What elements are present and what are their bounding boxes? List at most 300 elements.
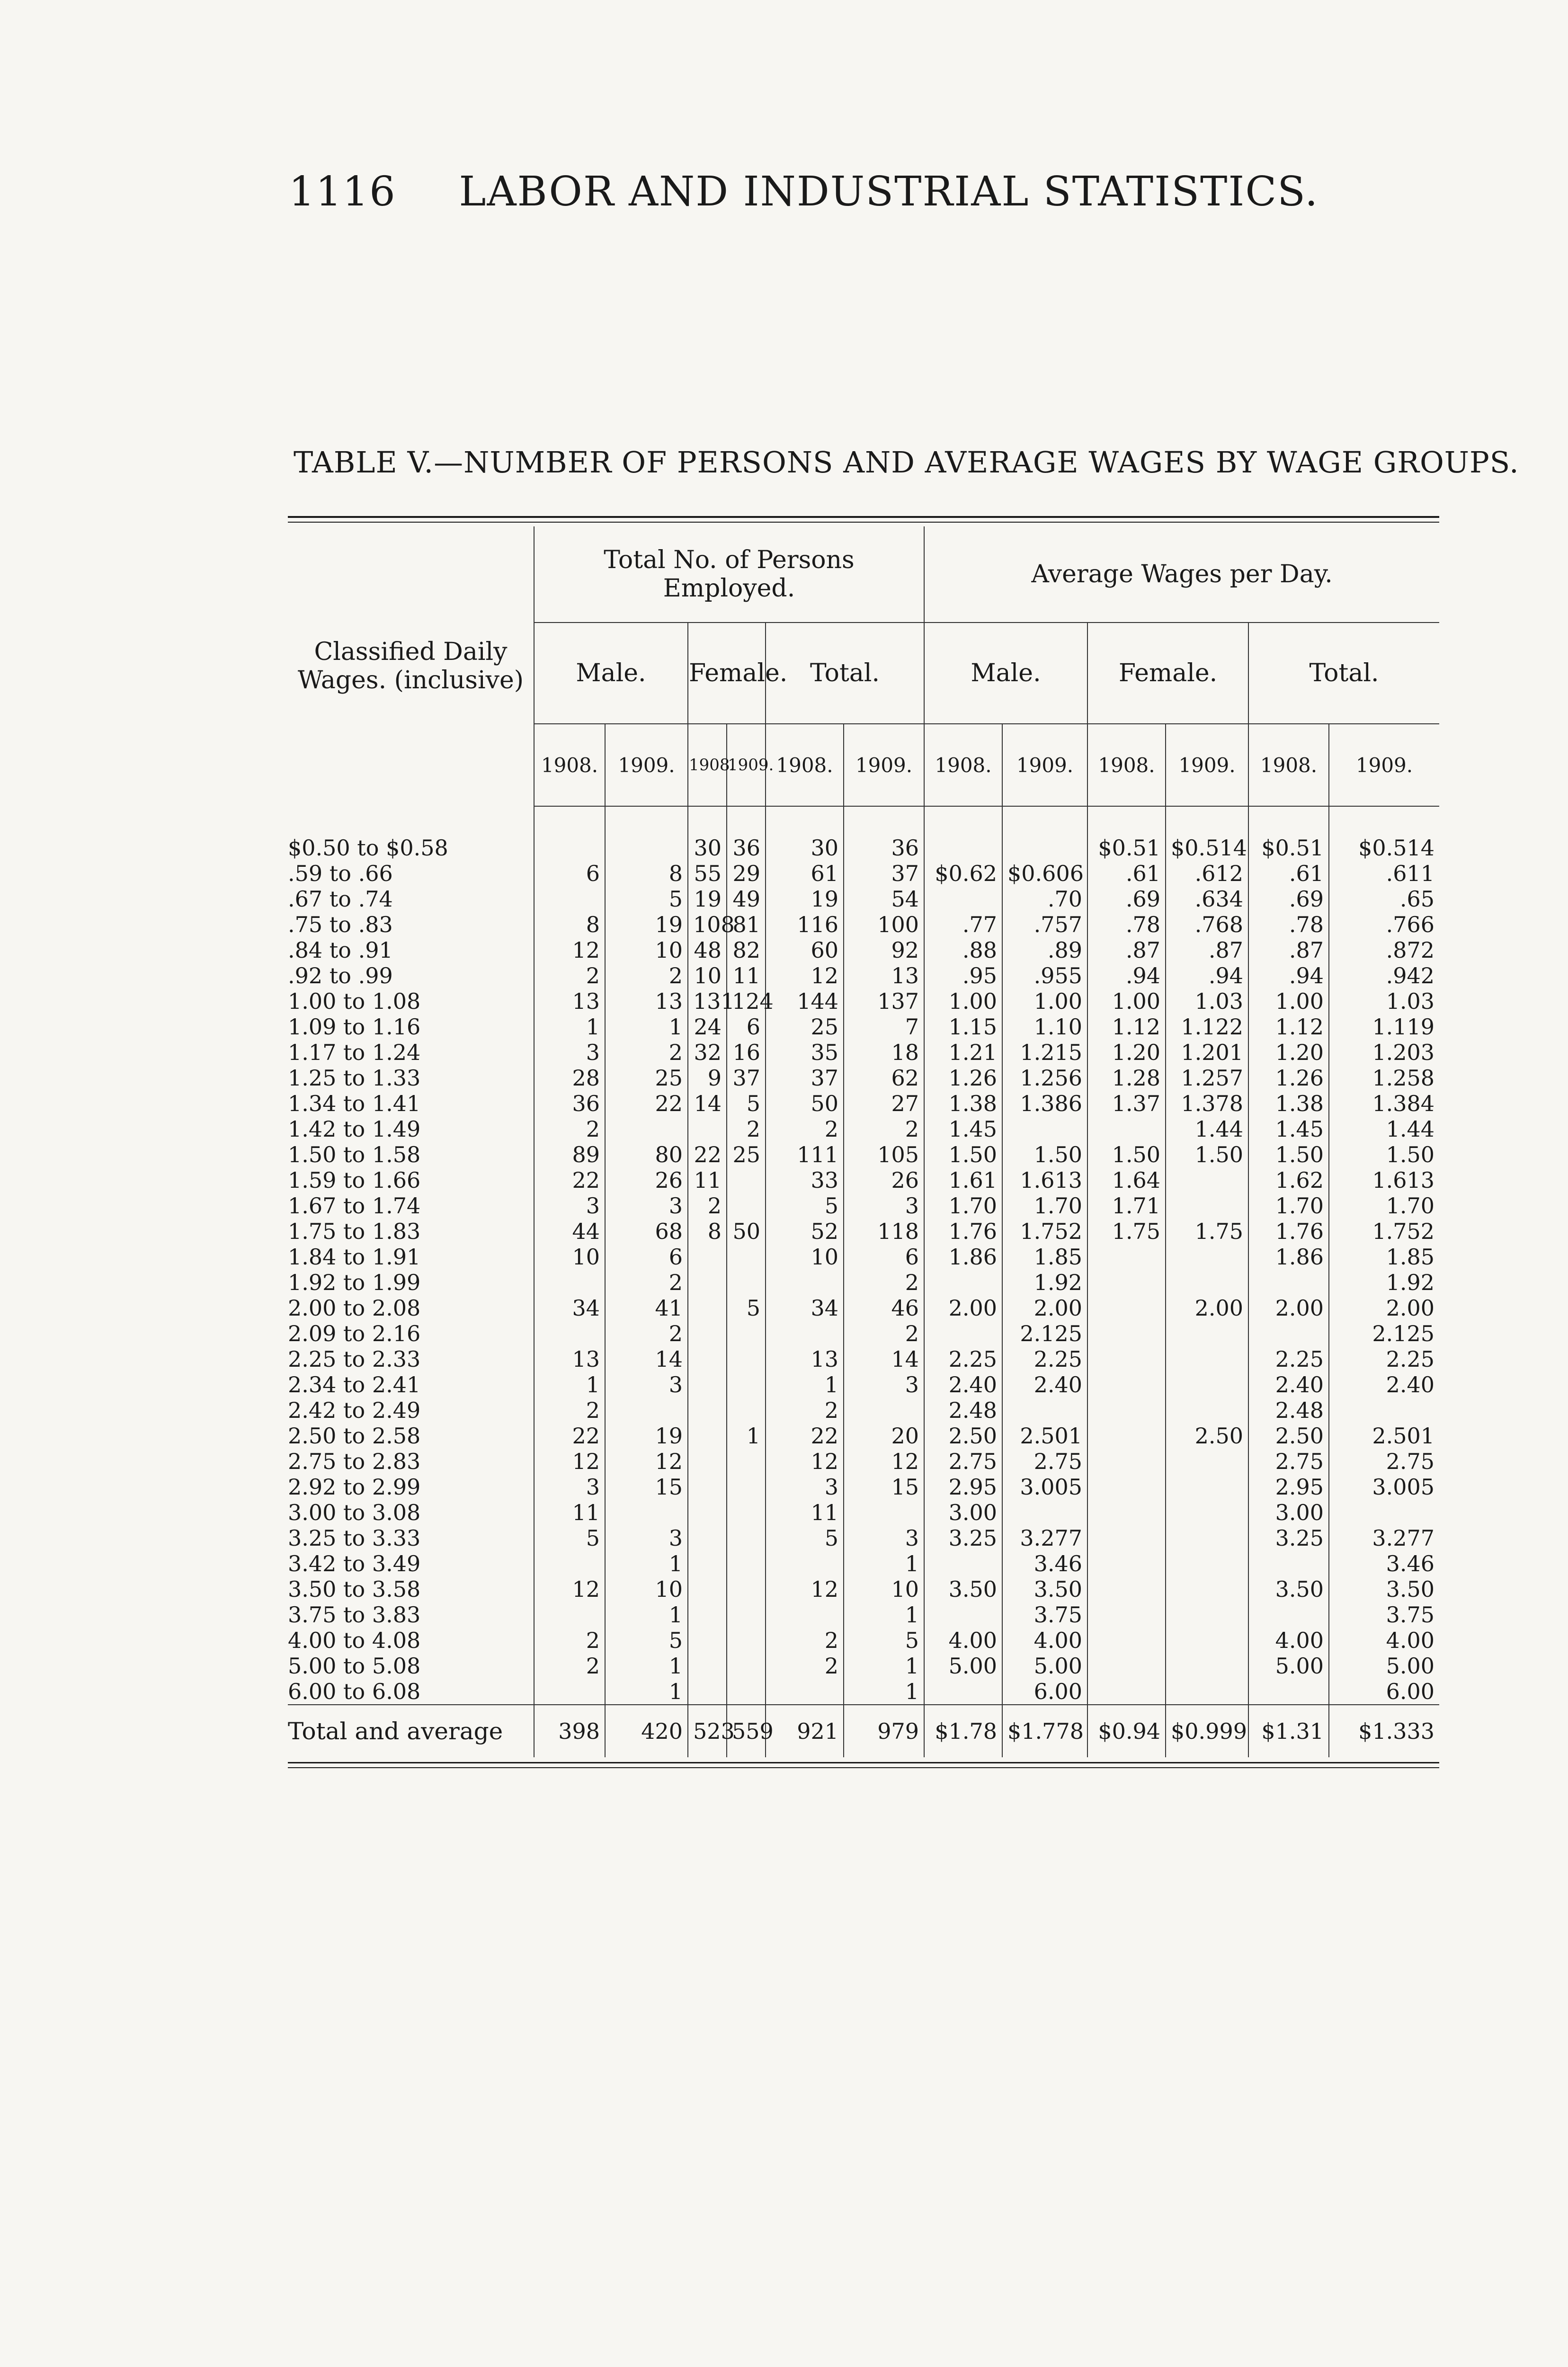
- value-cell: 1: [605, 1014, 688, 1040]
- value-cell: .757: [1002, 912, 1087, 937]
- value-cell: 22: [688, 1142, 727, 1167]
- value-cell: 1.44: [1329, 1116, 1439, 1142]
- value-cell: 11: [766, 1500, 844, 1525]
- value-cell: 5: [605, 1628, 688, 1653]
- value-cell: 1.00: [924, 988, 1002, 1014]
- wage-range-cell: .67 to .74: [288, 886, 393, 912]
- value-cell: 33: [766, 1167, 844, 1193]
- wage-range-cell: 3.50 to 3.58: [288, 1576, 421, 1602]
- table-row: [288, 963, 1439, 988]
- value-cell: 2.25: [1248, 1346, 1329, 1372]
- value-cell: 89: [534, 1142, 605, 1167]
- value-cell: 1: [605, 1653, 688, 1679]
- value-cell: 1.26: [924, 1065, 1002, 1091]
- value-cell: 19: [766, 886, 844, 912]
- value-cell: 41: [605, 1295, 688, 1321]
- wage-range-cell: 2.75 to 2.83: [288, 1449, 421, 1474]
- value-cell: 1.70: [1248, 1193, 1329, 1219]
- value-cell: 10: [688, 963, 727, 988]
- total-value-cell: $0.999: [1166, 1705, 1248, 1757]
- value-cell: [727, 1270, 766, 1295]
- value-cell: 1.15: [924, 1014, 1002, 1040]
- value-cell: 26: [605, 1167, 688, 1193]
- value-cell: 1.86: [1248, 1244, 1329, 1270]
- value-cell: 81: [727, 912, 766, 937]
- table-row: [288, 886, 1439, 912]
- value-cell: 1.613: [1002, 1167, 1087, 1193]
- value-cell: [924, 1679, 1002, 1705]
- value-cell: 5.00: [1002, 1653, 1087, 1679]
- value-cell: 2: [534, 1397, 605, 1423]
- value-cell: [688, 1397, 727, 1423]
- value-cell: 3.75: [1329, 1602, 1439, 1628]
- value-cell: 3.50: [1248, 1576, 1329, 1602]
- year-header: 1909.: [844, 724, 924, 806]
- value-cell: 1.38: [1248, 1091, 1329, 1116]
- value-cell: 1.203: [1329, 1040, 1439, 1065]
- value-cell: 22: [534, 1167, 605, 1193]
- top-rule-thin: [288, 522, 1439, 523]
- value-cell: [1166, 1653, 1248, 1679]
- value-cell: .65: [1329, 886, 1439, 912]
- value-cell: 3.25: [1248, 1525, 1329, 1551]
- value-cell: [727, 1346, 766, 1372]
- value-cell: 1.256: [1002, 1065, 1087, 1091]
- value-cell: .78: [1248, 912, 1329, 937]
- value-cell: 8: [534, 912, 605, 937]
- value-cell: 144: [766, 988, 844, 1014]
- value-cell: [1087, 1244, 1166, 1270]
- value-cell: 2.95: [1248, 1474, 1329, 1500]
- value-cell: 55: [688, 861, 727, 886]
- value-cell: [844, 1397, 924, 1423]
- value-cell: 48: [688, 937, 727, 963]
- value-cell: 1.50: [1002, 1142, 1087, 1167]
- value-cell: 2.00: [1002, 1295, 1087, 1321]
- value-cell: 1.384: [1329, 1091, 1439, 1116]
- wage-range-cell: 2.09 to 2.16: [288, 1321, 421, 1346]
- table-row: [288, 1167, 1439, 1193]
- value-cell: [766, 1602, 844, 1628]
- value-cell: 1.70: [1002, 1193, 1087, 1219]
- value-cell: 2.40: [1002, 1372, 1087, 1397]
- value-cell: [1166, 1525, 1248, 1551]
- value-cell: 2.25: [1329, 1346, 1439, 1372]
- value-cell: 1.92: [1329, 1270, 1439, 1295]
- table-row: [288, 1193, 1439, 1219]
- value-cell: [1248, 1270, 1329, 1295]
- wage-range-cell: 1.92 to 1.99: [288, 1270, 421, 1295]
- value-cell: 4.00: [1248, 1628, 1329, 1653]
- wage-groups-table: [288, 526, 1439, 1757]
- value-cell: 24: [688, 1014, 727, 1040]
- value-cell: 12: [766, 1576, 844, 1602]
- value-cell: .872: [1329, 937, 1439, 963]
- value-cell: 2: [534, 963, 605, 988]
- table-row: [288, 1372, 1439, 1397]
- value-cell: 1.50: [1087, 1142, 1166, 1167]
- year-header: 1908.: [766, 724, 844, 806]
- year-header: 1909.: [605, 724, 688, 806]
- value-cell: 3: [766, 1474, 844, 1500]
- table-row: [288, 1423, 1439, 1449]
- wage-range-cell: 1.50 to 1.58: [288, 1142, 421, 1167]
- value-cell: 13: [534, 1346, 605, 1372]
- value-cell: 2.40: [924, 1372, 1002, 1397]
- value-cell: [605, 1397, 688, 1423]
- table-row: [288, 1040, 1439, 1065]
- value-cell: 1: [844, 1602, 924, 1628]
- value-cell: [1087, 1270, 1166, 1295]
- value-cell: 10: [534, 1244, 605, 1270]
- value-cell: [727, 1244, 766, 1270]
- value-cell: 1.61: [924, 1167, 1002, 1193]
- value-cell: [1087, 1602, 1166, 1628]
- value-cell: 35: [766, 1040, 844, 1065]
- value-cell: 1: [844, 1551, 924, 1576]
- table-row: [288, 1116, 1439, 1142]
- value-cell: 1.613: [1329, 1167, 1439, 1193]
- value-cell: 1: [727, 1423, 766, 1449]
- value-cell: .766: [1329, 912, 1439, 937]
- value-cell: [688, 1321, 727, 1346]
- value-cell: .87: [1248, 937, 1329, 963]
- value-cell: [924, 1551, 1002, 1576]
- value-cell: .87: [1166, 937, 1248, 963]
- value-cell: 49: [727, 886, 766, 912]
- value-cell: 2.75: [1329, 1449, 1439, 1474]
- value-cell: 2: [605, 1040, 688, 1065]
- total-value-cell: $1.78: [924, 1705, 1002, 1757]
- value-cell: 34: [534, 1295, 605, 1321]
- value-cell: [1087, 1628, 1166, 1653]
- value-cell: 36: [844, 835, 924, 861]
- value-cell: .70: [1002, 886, 1087, 912]
- value-cell: 1.21: [924, 1040, 1002, 1065]
- value-cell: [1248, 1679, 1329, 1705]
- value-cell: 2.75: [924, 1449, 1002, 1474]
- value-cell: 2.125: [1002, 1321, 1087, 1346]
- table-row: [288, 1602, 1439, 1628]
- value-cell: .942: [1329, 963, 1439, 988]
- value-cell: 3: [844, 1193, 924, 1219]
- value-cell: 13: [766, 1346, 844, 1372]
- value-cell: 1.20: [1087, 1040, 1166, 1065]
- table-row: [288, 1219, 1439, 1244]
- wage-range-cell: 6.00 to 6.08: [288, 1679, 421, 1704]
- persons-employed-header: Total No. of Persons Employed.: [534, 526, 924, 623]
- value-cell: [766, 1270, 844, 1295]
- table-row: [288, 1679, 1439, 1705]
- total-value-cell: 398: [534, 1705, 605, 1757]
- value-cell: 2: [766, 1628, 844, 1653]
- value-cell: [1002, 1397, 1087, 1423]
- value-cell: .89: [1002, 937, 1087, 963]
- value-cell: 3: [605, 1525, 688, 1551]
- value-cell: [727, 1321, 766, 1346]
- wage-range-cell: 2.25 to 2.33: [288, 1346, 421, 1372]
- value-cell: [727, 1474, 766, 1500]
- value-cell: 2.501: [1002, 1423, 1087, 1449]
- total-label: Total and average: [288, 1705, 534, 1757]
- value-cell: 18: [844, 1040, 924, 1065]
- value-cell: [766, 1321, 844, 1346]
- wage-range-cell: 1.42 to 1.49: [288, 1116, 421, 1142]
- value-cell: [1166, 1321, 1248, 1346]
- value-cell: .611: [1329, 861, 1439, 886]
- value-cell: 1.00: [1087, 988, 1166, 1014]
- value-cell: 1: [605, 1551, 688, 1576]
- wage-range-cell: 1.84 to 1.91: [288, 1244, 421, 1270]
- wage-range-cell: 2.50 to 2.58: [288, 1423, 421, 1449]
- value-cell: [1248, 1321, 1329, 1346]
- value-cell: .94: [1087, 963, 1166, 988]
- value-cell: 1.85: [1329, 1244, 1439, 1270]
- value-cell: 5.00: [924, 1653, 1002, 1679]
- value-cell: 1: [766, 1372, 844, 1397]
- value-cell: 19: [605, 1423, 688, 1449]
- year-header: 1909.: [1329, 724, 1439, 806]
- value-cell: 1: [844, 1653, 924, 1679]
- wage-range-cell: .84 to .91: [288, 937, 393, 963]
- value-cell: [1248, 1602, 1329, 1628]
- value-cell: 1: [605, 1602, 688, 1628]
- value-cell: [844, 1500, 924, 1525]
- value-cell: 3.50: [1002, 1576, 1087, 1602]
- value-cell: 137: [844, 988, 924, 1014]
- total-value-cell: 420: [605, 1705, 688, 1757]
- wage-range-cell: 2.92 to 2.99: [288, 1474, 421, 1500]
- value-cell: 6: [605, 1244, 688, 1270]
- value-cell: [1087, 1397, 1166, 1423]
- value-cell: [1166, 1167, 1248, 1193]
- wages-male-header: Male.: [924, 623, 1087, 724]
- value-cell: .634: [1166, 886, 1248, 912]
- wage-range-cell: 1.34 to 1.41: [288, 1091, 421, 1116]
- total-value-cell: 979: [844, 1705, 924, 1757]
- value-cell: [688, 1295, 727, 1321]
- value-cell: 2.00: [924, 1295, 1002, 1321]
- value-cell: [1166, 1270, 1248, 1295]
- value-cell: 1.10: [1002, 1014, 1087, 1040]
- value-cell: 34: [766, 1295, 844, 1321]
- value-cell: 14: [844, 1346, 924, 1372]
- value-cell: [924, 1270, 1002, 1295]
- value-cell: 3.50: [1329, 1576, 1439, 1602]
- wage-range-cell: 1.67 to 1.74: [288, 1193, 421, 1219]
- value-cell: 1.386: [1002, 1091, 1087, 1116]
- value-cell: 8: [688, 1219, 727, 1244]
- value-cell: 2.50: [1166, 1423, 1248, 1449]
- value-cell: 1.44: [1166, 1116, 1248, 1142]
- value-cell: [1166, 1500, 1248, 1525]
- total-value-cell: $0.94: [1087, 1705, 1166, 1757]
- value-cell: 1.378: [1166, 1091, 1248, 1116]
- value-cell: 3.277: [1002, 1525, 1087, 1551]
- value-cell: [1166, 1474, 1248, 1500]
- value-cell: 10: [844, 1576, 924, 1602]
- value-cell: 68: [605, 1219, 688, 1244]
- table-row: [288, 1142, 1439, 1167]
- value-cell: [534, 1679, 605, 1705]
- value-cell: .768: [1166, 912, 1248, 937]
- wage-range-cell: 1.75 to 1.83: [288, 1219, 421, 1244]
- value-cell: [534, 1602, 605, 1628]
- value-cell: [727, 1193, 766, 1219]
- value-cell: [1087, 1295, 1166, 1321]
- table-row: [288, 912, 1439, 937]
- persons-male-header: Male.: [534, 623, 688, 724]
- value-cell: 6: [844, 1244, 924, 1270]
- value-cell: 6.00: [1002, 1679, 1087, 1705]
- value-cell: 1.70: [1329, 1193, 1439, 1219]
- page-header: [289, 168, 1319, 215]
- value-cell: $0.62: [924, 861, 1002, 886]
- value-cell: 3.277: [1329, 1525, 1439, 1551]
- bottom-rule: [288, 1762, 1439, 1763]
- table-row: [288, 1551, 1439, 1576]
- value-cell: 1.00: [1002, 988, 1087, 1014]
- value-cell: [1166, 1244, 1248, 1270]
- value-cell: 29: [727, 861, 766, 886]
- value-cell: 3.00: [1248, 1500, 1329, 1525]
- value-cell: 3: [534, 1193, 605, 1219]
- value-cell: $0.514: [1166, 835, 1248, 861]
- value-cell: [1087, 1653, 1166, 1679]
- value-cell: 6: [727, 1014, 766, 1040]
- value-cell: 2: [534, 1116, 605, 1142]
- value-cell: 2.50: [924, 1423, 1002, 1449]
- value-cell: 80: [605, 1142, 688, 1167]
- value-cell: 1.12: [1087, 1014, 1166, 1040]
- running-title: LABOR AND INDUSTRIAL STATISTICS.: [459, 168, 1319, 215]
- value-cell: 26: [844, 1167, 924, 1193]
- value-cell: [924, 1321, 1002, 1346]
- value-cell: 12: [534, 1576, 605, 1602]
- value-cell: 22: [534, 1423, 605, 1449]
- value-cell: 6: [534, 861, 605, 886]
- value-cell: .69: [1248, 886, 1329, 912]
- value-cell: 60: [766, 937, 844, 963]
- value-cell: 10: [605, 937, 688, 963]
- value-cell: 1: [534, 1372, 605, 1397]
- value-cell: 1: [534, 1014, 605, 1040]
- year-header: 1908.: [924, 724, 1002, 806]
- value-cell: 1.752: [1329, 1219, 1439, 1244]
- value-cell: 4.00: [1002, 1628, 1087, 1653]
- value-cell: 12: [766, 1449, 844, 1474]
- value-cell: 4.00: [924, 1628, 1002, 1653]
- value-cell: 36: [727, 835, 766, 861]
- value-cell: .88: [924, 937, 1002, 963]
- value-cell: 25: [727, 1142, 766, 1167]
- value-cell: 1.215: [1002, 1040, 1087, 1065]
- value-cell: 1.45: [924, 1116, 1002, 1142]
- value-cell: 3: [534, 1474, 605, 1500]
- total-value-cell: $1.778: [1002, 1705, 1087, 1757]
- value-cell: 4.00: [1329, 1628, 1439, 1653]
- value-cell: 20: [844, 1423, 924, 1449]
- value-cell: 5.00: [1329, 1653, 1439, 1679]
- value-cell: 3.46: [1329, 1551, 1439, 1576]
- wage-range-cell: 1.59 to 1.66: [288, 1167, 421, 1193]
- value-cell: [688, 1449, 727, 1474]
- value-cell: 10: [766, 1244, 844, 1270]
- value-cell: 2.25: [1002, 1346, 1087, 1372]
- value-cell: 37: [844, 861, 924, 886]
- value-cell: [534, 1321, 605, 1346]
- value-cell: 2: [766, 1397, 844, 1423]
- value-cell: 14: [605, 1346, 688, 1372]
- stub-header: Classified Daily Wages. (inclusive): [297, 637, 524, 694]
- value-cell: 1.71: [1087, 1193, 1166, 1219]
- value-cell: [688, 1423, 727, 1449]
- value-cell: 100: [844, 912, 924, 937]
- value-cell: [1329, 1397, 1439, 1423]
- value-cell: 2.48: [924, 1397, 1002, 1423]
- value-cell: 1.50: [1166, 1142, 1248, 1167]
- table-row: [288, 1346, 1439, 1372]
- table-row: [288, 1628, 1439, 1653]
- wage-range-cell: 1.09 to 1.16: [288, 1014, 421, 1040]
- value-cell: 131: [688, 988, 727, 1014]
- value-cell: 2.501: [1329, 1423, 1439, 1449]
- value-cell: 15: [605, 1474, 688, 1500]
- value-cell: 5.00: [1248, 1653, 1329, 1679]
- value-cell: [727, 1679, 766, 1705]
- value-cell: 2: [844, 1270, 924, 1295]
- value-cell: 2: [605, 1321, 688, 1346]
- value-cell: 2.95: [924, 1474, 1002, 1500]
- year-header: 1908.: [1087, 724, 1166, 806]
- wage-range-cell: .92 to .99: [288, 963, 393, 988]
- value-cell: [534, 835, 605, 861]
- total-row: [288, 1705, 1439, 1757]
- wage-range-cell: .59 to .66: [288, 861, 393, 886]
- value-cell: [688, 1525, 727, 1551]
- value-cell: 1.75: [1087, 1219, 1166, 1244]
- value-cell: [1087, 1679, 1166, 1705]
- value-cell: 28: [534, 1065, 605, 1091]
- value-cell: 1.20: [1248, 1040, 1329, 1065]
- value-cell: 22: [766, 1423, 844, 1449]
- value-cell: [1166, 1397, 1248, 1423]
- value-cell: 5: [766, 1525, 844, 1551]
- wage-range-cell: 3.75 to 3.83: [288, 1602, 421, 1628]
- table-title: TABLE V.—NUMBER OF PERSONS AND AVERAGE WAGES BY WAGE GROUPS.: [294, 445, 1519, 480]
- value-cell: [1166, 1679, 1248, 1705]
- total-value-cell: $1.333: [1329, 1705, 1439, 1757]
- value-cell: [1166, 1346, 1248, 1372]
- total-value-cell: 559: [727, 1705, 766, 1757]
- value-cell: 3: [844, 1372, 924, 1397]
- value-cell: $0.606: [1002, 861, 1087, 886]
- value-cell: 1.70: [924, 1193, 1002, 1219]
- value-cell: [1166, 1628, 1248, 1653]
- value-cell: 3.25: [924, 1525, 1002, 1551]
- value-cell: 8: [605, 861, 688, 886]
- value-cell: [688, 1244, 727, 1270]
- table-row: [288, 1474, 1439, 1500]
- value-cell: 1.12: [1248, 1014, 1329, 1040]
- table-row: [288, 1091, 1439, 1116]
- table-row: [288, 1397, 1439, 1423]
- value-cell: 1.119: [1329, 1014, 1439, 1040]
- value-cell: 1.86: [924, 1244, 1002, 1270]
- value-cell: 44: [534, 1219, 605, 1244]
- value-cell: [1087, 1551, 1166, 1576]
- value-cell: [1166, 1551, 1248, 1576]
